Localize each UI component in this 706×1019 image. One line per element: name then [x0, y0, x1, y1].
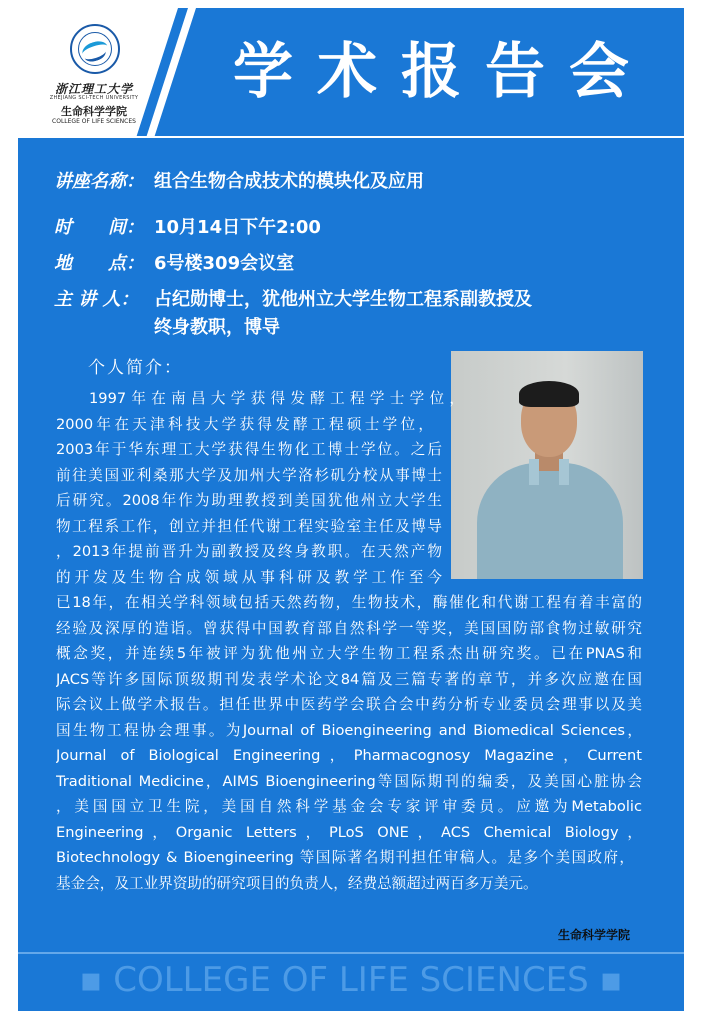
bio-line: Traditional Medicine，AIMS Bioengineering等国际期刊的编委，及美国心脏协会: [56, 772, 642, 790]
university-name-cn: 浙江理工大学: [54, 82, 133, 96]
speaker-value-line2: 终身教职，博导: [154, 317, 280, 338]
bio-line: ，美国国立卫生院，美国自然科学基金会专家评审委员。应邀为Metabolic: [56, 798, 642, 815]
place-row: [54, 252, 294, 276]
bio-line: 1997年在南昌大学获得发酵工程学士学位，: [89, 390, 464, 407]
bio-line: JACS等许多国际顶级期刊发表学术论文84篇及三篇专著的章节，并多次应邀在国: [56, 670, 642, 688]
bio-line: 物工程系工作，创立并担任代谢工程实验室主任及博导: [56, 517, 442, 535]
speaker-row: [54, 288, 532, 312]
time-label: 时 间：: [54, 217, 144, 238]
bio-line: Engineering，Organic Letters，PLoS ONE，ACS Chemical Biology，: [56, 823, 642, 841]
time-value: 10月14日下午2:00: [154, 217, 321, 238]
time-row: [54, 216, 321, 240]
bio-line: 2000年在天津科技大学获得发酵工程硕士学位，: [56, 415, 433, 433]
bio-text: [56, 386, 642, 896]
college-name-en: COLLEGE OF LIFE SCIENCES: [52, 118, 136, 125]
bio-line: 概念奖，并连续5年被评为犹他州立大学生物工程系杰出研究奖。已在PNAS和: [56, 645, 642, 662]
college-name-cn: 生命科学学院: [61, 105, 127, 118]
bio-line: 2003年于华东理工大学获得生物化工博士学位。之后: [56, 441, 442, 458]
speaker-label: 主 讲 人：: [54, 289, 139, 310]
topic-label: 讲座名称：: [54, 171, 144, 192]
bio-line: 经验及深厚的造诣。曾获得中国教育部自然科学一等奖，美国国防部食物过敏研究: [56, 619, 642, 637]
footer-college-name: 生命科学学院: [558, 928, 631, 942]
topic-row: [54, 170, 424, 194]
topic-value: 组合生物合成技术的模块化及应用: [154, 171, 424, 192]
place-value: 6号楼309会议室: [154, 253, 295, 274]
bio-line: 基金会，及工业界资助的研究项目的负责人，经费总额超过两百多万美元。: [56, 874, 538, 892]
bio-line: 前往美国亚利桑那大学及加州大学洛杉矶分校从事博士: [56, 466, 442, 484]
place-label: 地 点：: [54, 253, 144, 274]
poster: [18, 8, 684, 1011]
bio-line: 的开发及生物合成领域从事科研及教学工作至今: [56, 568, 442, 586]
speaker-value-line1: 占纪勋博士，犹他州立大学生物工程系副教授及: [154, 289, 532, 310]
bio-heading: 个人简介：: [88, 358, 183, 378]
university-name-en: ZHEJIANG SCI-TECH UNIVERSITY: [49, 95, 139, 101]
university-seal-icon: [70, 24, 120, 74]
bio-line: Journal of Biological Engineering，Pharmacognosy Magazine，Current: [56, 747, 642, 764]
bio-line: 已18年，在相关学科领域包括天然药物，生物技术，酶催化和代谢工程有着丰富的: [56, 594, 642, 611]
bio-line: 后研究。2008年作为助理教授到美国犹他州立大学生: [56, 492, 442, 509]
bio-line: 国生物工程协会理事。为Journal of Bioengineering and Biomedical Sciences，: [56, 721, 642, 739]
bio-line: ，2013年提前晋升为副教授及终身教职。在天然产物: [56, 543, 442, 560]
poster-title: 学术报告会: [233, 37, 653, 107]
header: [18, 8, 684, 138]
footer-banner-text: ▪ COLLEGE OF LIFE SCIENCES ▪: [79, 960, 623, 1000]
bio-line: 际会议上做学术报告。担任世界中医药学会联合会中药分析专业委员会理事以及美: [56, 696, 642, 713]
bio-line: Biotechnology & Bioengineering 等国际著名期刊担任审稿人。是多个美国政府，: [56, 849, 634, 866]
